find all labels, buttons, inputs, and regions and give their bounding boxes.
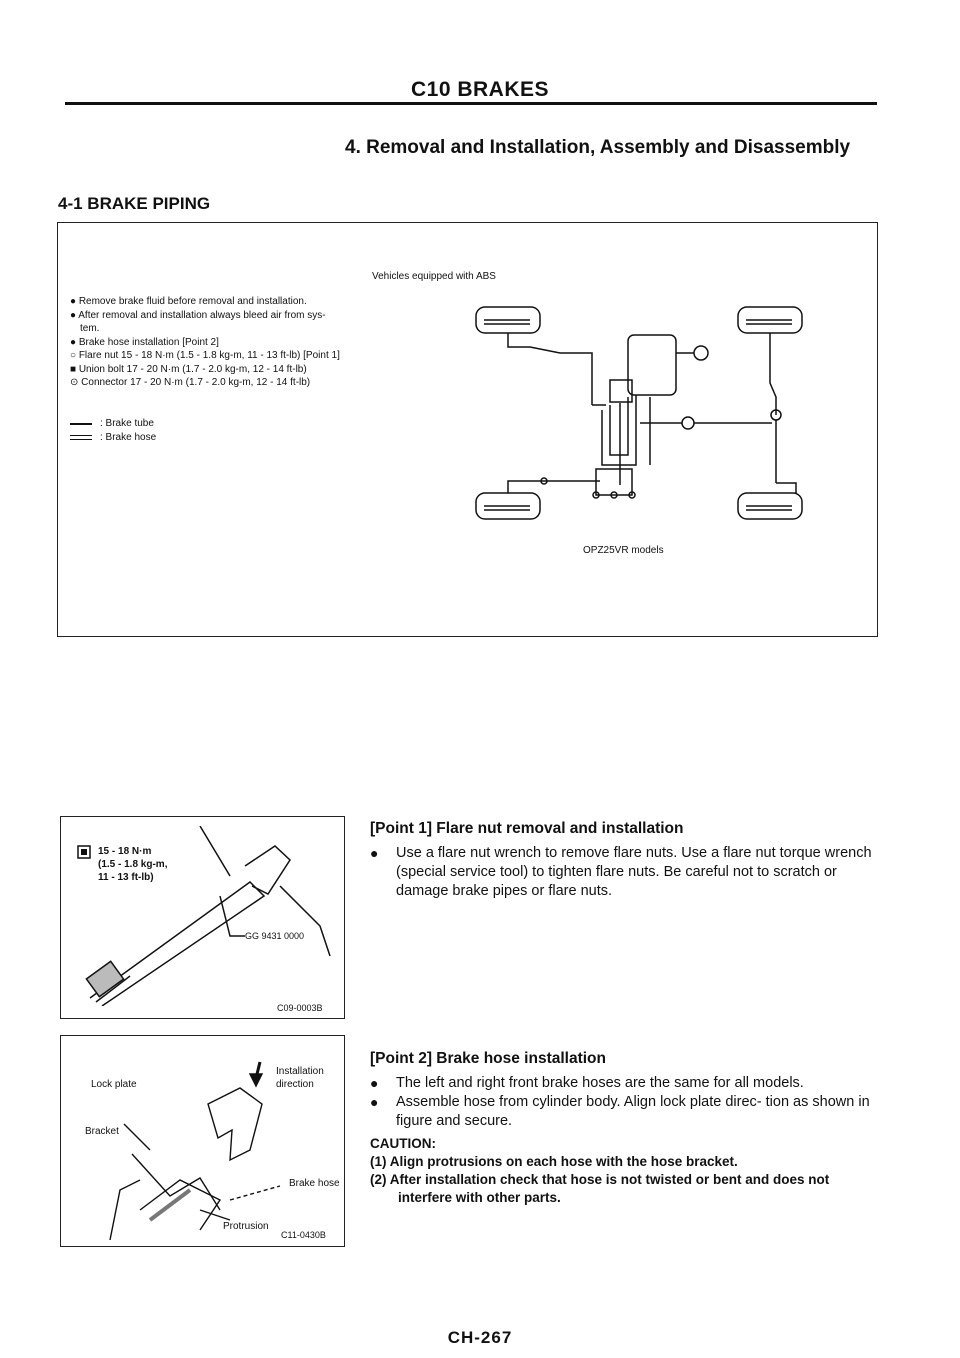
torque-line: (1.5 - 1.8 kg-m,	[98, 859, 168, 870]
installation-line: Installation	[276, 1066, 324, 1077]
caution-item-2: (2) After installation check that hose is not twisted or bent and does not interfere with other parts.	[370, 1172, 830, 1205]
torque-line: 11 - 13 ft-lb)	[98, 872, 154, 883]
caution-item-1: (1) Align protrusions on each hose with the hose bracket.	[370, 1154, 738, 1169]
section-title: 4. Removal and Installation, Assembly and Disassembly	[345, 137, 851, 158]
point2-bullet2-text: Assemble hose from cylinder body. Align lock plate direc- tion as shown in figure and secure.	[396, 1094, 870, 1129]
tool-number: GG 9431 0000	[245, 931, 305, 941]
point2-bullet1-text: The left and right front brake hoses are the same for all models.	[396, 1075, 804, 1091]
protrusion-label: Protrusion	[223, 1221, 269, 1232]
note-line: ■ Union bolt 17 - 20 N·m (1.7 - 2.0 kg-m, 12 - 14 ft-lb)	[70, 363, 307, 375]
bracket-label: Bracket	[85, 1126, 119, 1137]
note-line: ● Remove brake fluid before removal and installation.	[70, 296, 307, 307]
wrench-figure-code: C09-0003B	[277, 1003, 323, 1013]
lock-plate-label: Lock plate	[91, 1079, 137, 1090]
point2-section	[370, 1050, 885, 1207]
brake-hose-label: Brake hose	[289, 1178, 340, 1189]
page-number: CH-267	[447, 1328, 513, 1347]
legend-tube-label: : Brake tube	[100, 418, 154, 429]
subsection-title: 4-1 BRAKE PIPING	[58, 194, 211, 213]
legend-hose-label: : Brake hose	[100, 431, 157, 443]
legend-hose-row	[70, 431, 156, 445]
note-line: ○ Flare nut 15 - 18 N·m (1.5 - 1.8 kg-m, 11 - 13 ft-lb) [Point 1]	[70, 350, 340, 361]
point1-section	[370, 820, 885, 901]
point1-bullet-text: Use a flare nut wrench to remove flare nuts. Use a flare nut torque wrench (special service tool) to tighten flare nuts. Be careful not to scratch or damage brake pipes or flare nuts.	[396, 845, 872, 899]
piping-legend	[70, 417, 156, 444]
bullet-icon: ●	[370, 1075, 379, 1091]
point1-bullet	[370, 844, 885, 901]
torque-line: 15 - 18 N·m	[98, 846, 152, 857]
installation-line: direction	[276, 1079, 314, 1090]
legend-tube-row	[70, 417, 156, 431]
hose-figure-code: C11-0430B	[281, 1230, 326, 1240]
point2-bullet-1	[370, 1074, 885, 1093]
point1-heading: [Point 1] Flare nut removal and installation	[370, 820, 684, 837]
point2-heading: [Point 2] Brake hose installation	[370, 1050, 606, 1067]
master-cylinder	[628, 335, 676, 395]
bullet-icon: ●	[370, 1094, 379, 1110]
hose-illustration	[80, 1060, 330, 1240]
point2-bullet-2	[370, 1093, 885, 1131]
bullet-icon: ●	[370, 845, 379, 861]
brake-hose-symbol	[70, 435, 92, 440]
header-rule	[65, 102, 877, 105]
note-line: ⊙ Connector 17 - 20 N·m (1.7 - 2.0 kg-m, 12 - 14 ft-lb)	[70, 377, 311, 388]
abs-label: Vehicles equipped with ABS	[372, 271, 496, 282]
piping-schematic	[460, 285, 860, 540]
model-label: OPZ25VR models	[583, 545, 664, 556]
abs-actuator	[596, 469, 632, 495]
page-header-title: C10 BRAKES	[410, 78, 550, 101]
wrench-illustration	[80, 826, 335, 1006]
caution-label: CAUTION:	[370, 1136, 436, 1151]
note-line: ● Brake hose installation [Point 2]	[70, 336, 219, 348]
note-line: ● After removal and installation always bleed air from sys-	[70, 309, 326, 321]
note-line: tem.	[80, 323, 100, 334]
piping-notes	[70, 295, 450, 390]
brake-tube-symbol	[70, 423, 92, 425]
